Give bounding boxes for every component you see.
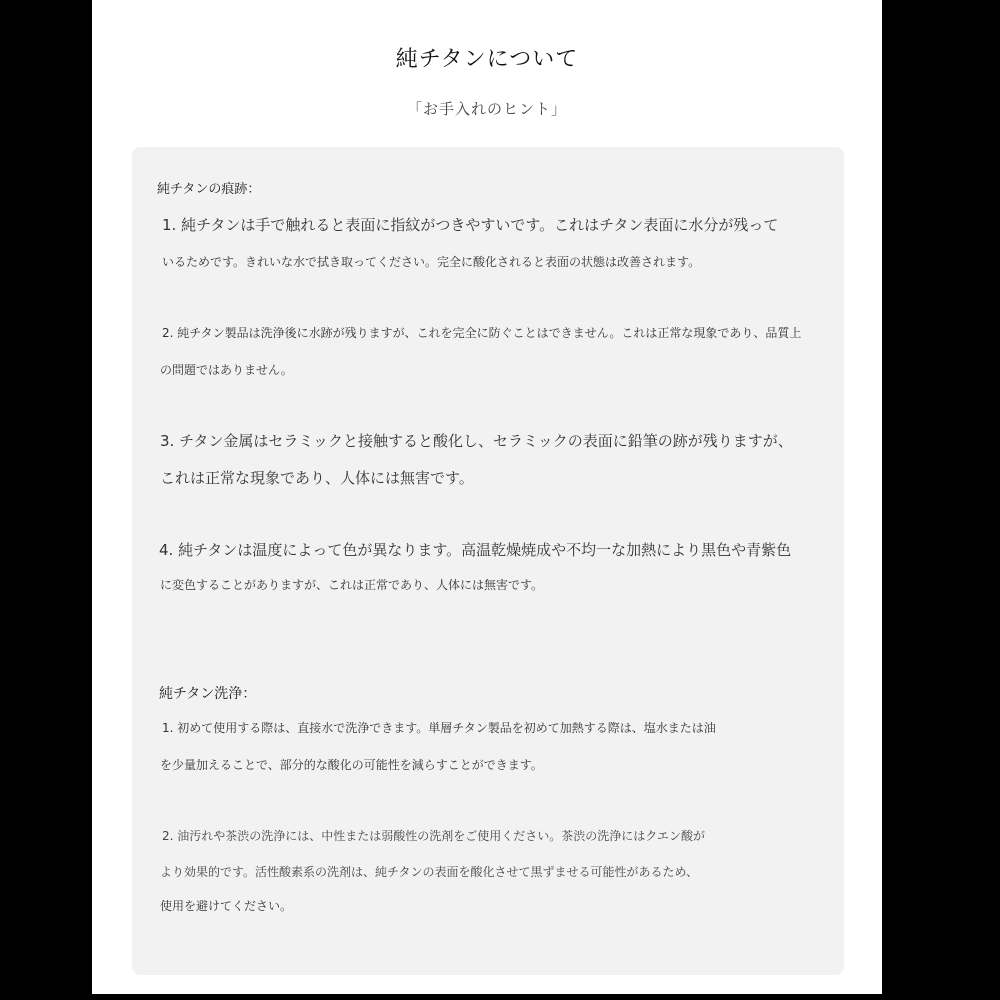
traces-item-3-line-1: 3. チタン金属はセラミックと接触すると酸化し、セラミックの表面に鉛筆の跡が残りますが、	[160, 432, 793, 450]
cleaning-item-2-line-1: 2. 油汚れや茶渋の洗浄には、中性または弱酸性の洗剤をご使用ください。茶渋の洗浄にはクエン酸が	[162, 829, 706, 843]
page-title: 純チタンについて	[395, 47, 579, 72]
cleaning-item-2-line-2: より効果的です。活性酸素系の洗剤は、純チタンの表面を酸化させて黒ずませる可能性があるため、	[160, 865, 698, 879]
traces-heading: 純チタンの痕跡：	[157, 182, 261, 197]
traces-item-3-line-2: これは正常な現象であり、人体には無害です。	[160, 469, 474, 487]
content-panel	[132, 147, 844, 975]
cleaning-item-1-line-1: 1. 初めて使用する際は、直接水で洗浄できます。単層チタン製品を初めて加熱する際は、塩水または油	[162, 721, 716, 735]
cleaning-item-2-line-3: 使用を避けてください。	[160, 899, 293, 913]
traces-item-1-line-1: 1. 純チタンは手で触れると表面に指紋がつきやすいです。これはチタン表面に水分が残って	[162, 216, 779, 234]
page	[92, 0, 882, 994]
cleaning-heading: 純チタン洗浄：	[159, 686, 257, 702]
traces-item-2-line-1: 2. 純チタン製品は洗浄後に水跡が残りますが、これを完全に防ぐことはできません。これは正常な現象であり、品質上	[162, 326, 802, 340]
traces-item-4-line-2: に変色することがありますが、これは正常であり、人体には無害です。	[160, 578, 544, 592]
traces-item-1-line-2: いるためです。きれいな水で拭き取ってください。完全に酸化されると表面の状態は改善されます。	[162, 255, 701, 269]
page-subtitle: 「お手入れのヒント」	[406, 100, 567, 118]
traces-item-2-line-2: の問題ではありません。	[160, 363, 293, 377]
traces-item-4-line-1: 4. 純チタンは温度によって色が異なります。高温乾燥焼成や不均一な加熱により黒色や青紫色	[159, 541, 792, 559]
cleaning-item-1-line-2: を少量加えることで、部分的な酸化の可能性を減らすことができます。	[160, 758, 543, 772]
